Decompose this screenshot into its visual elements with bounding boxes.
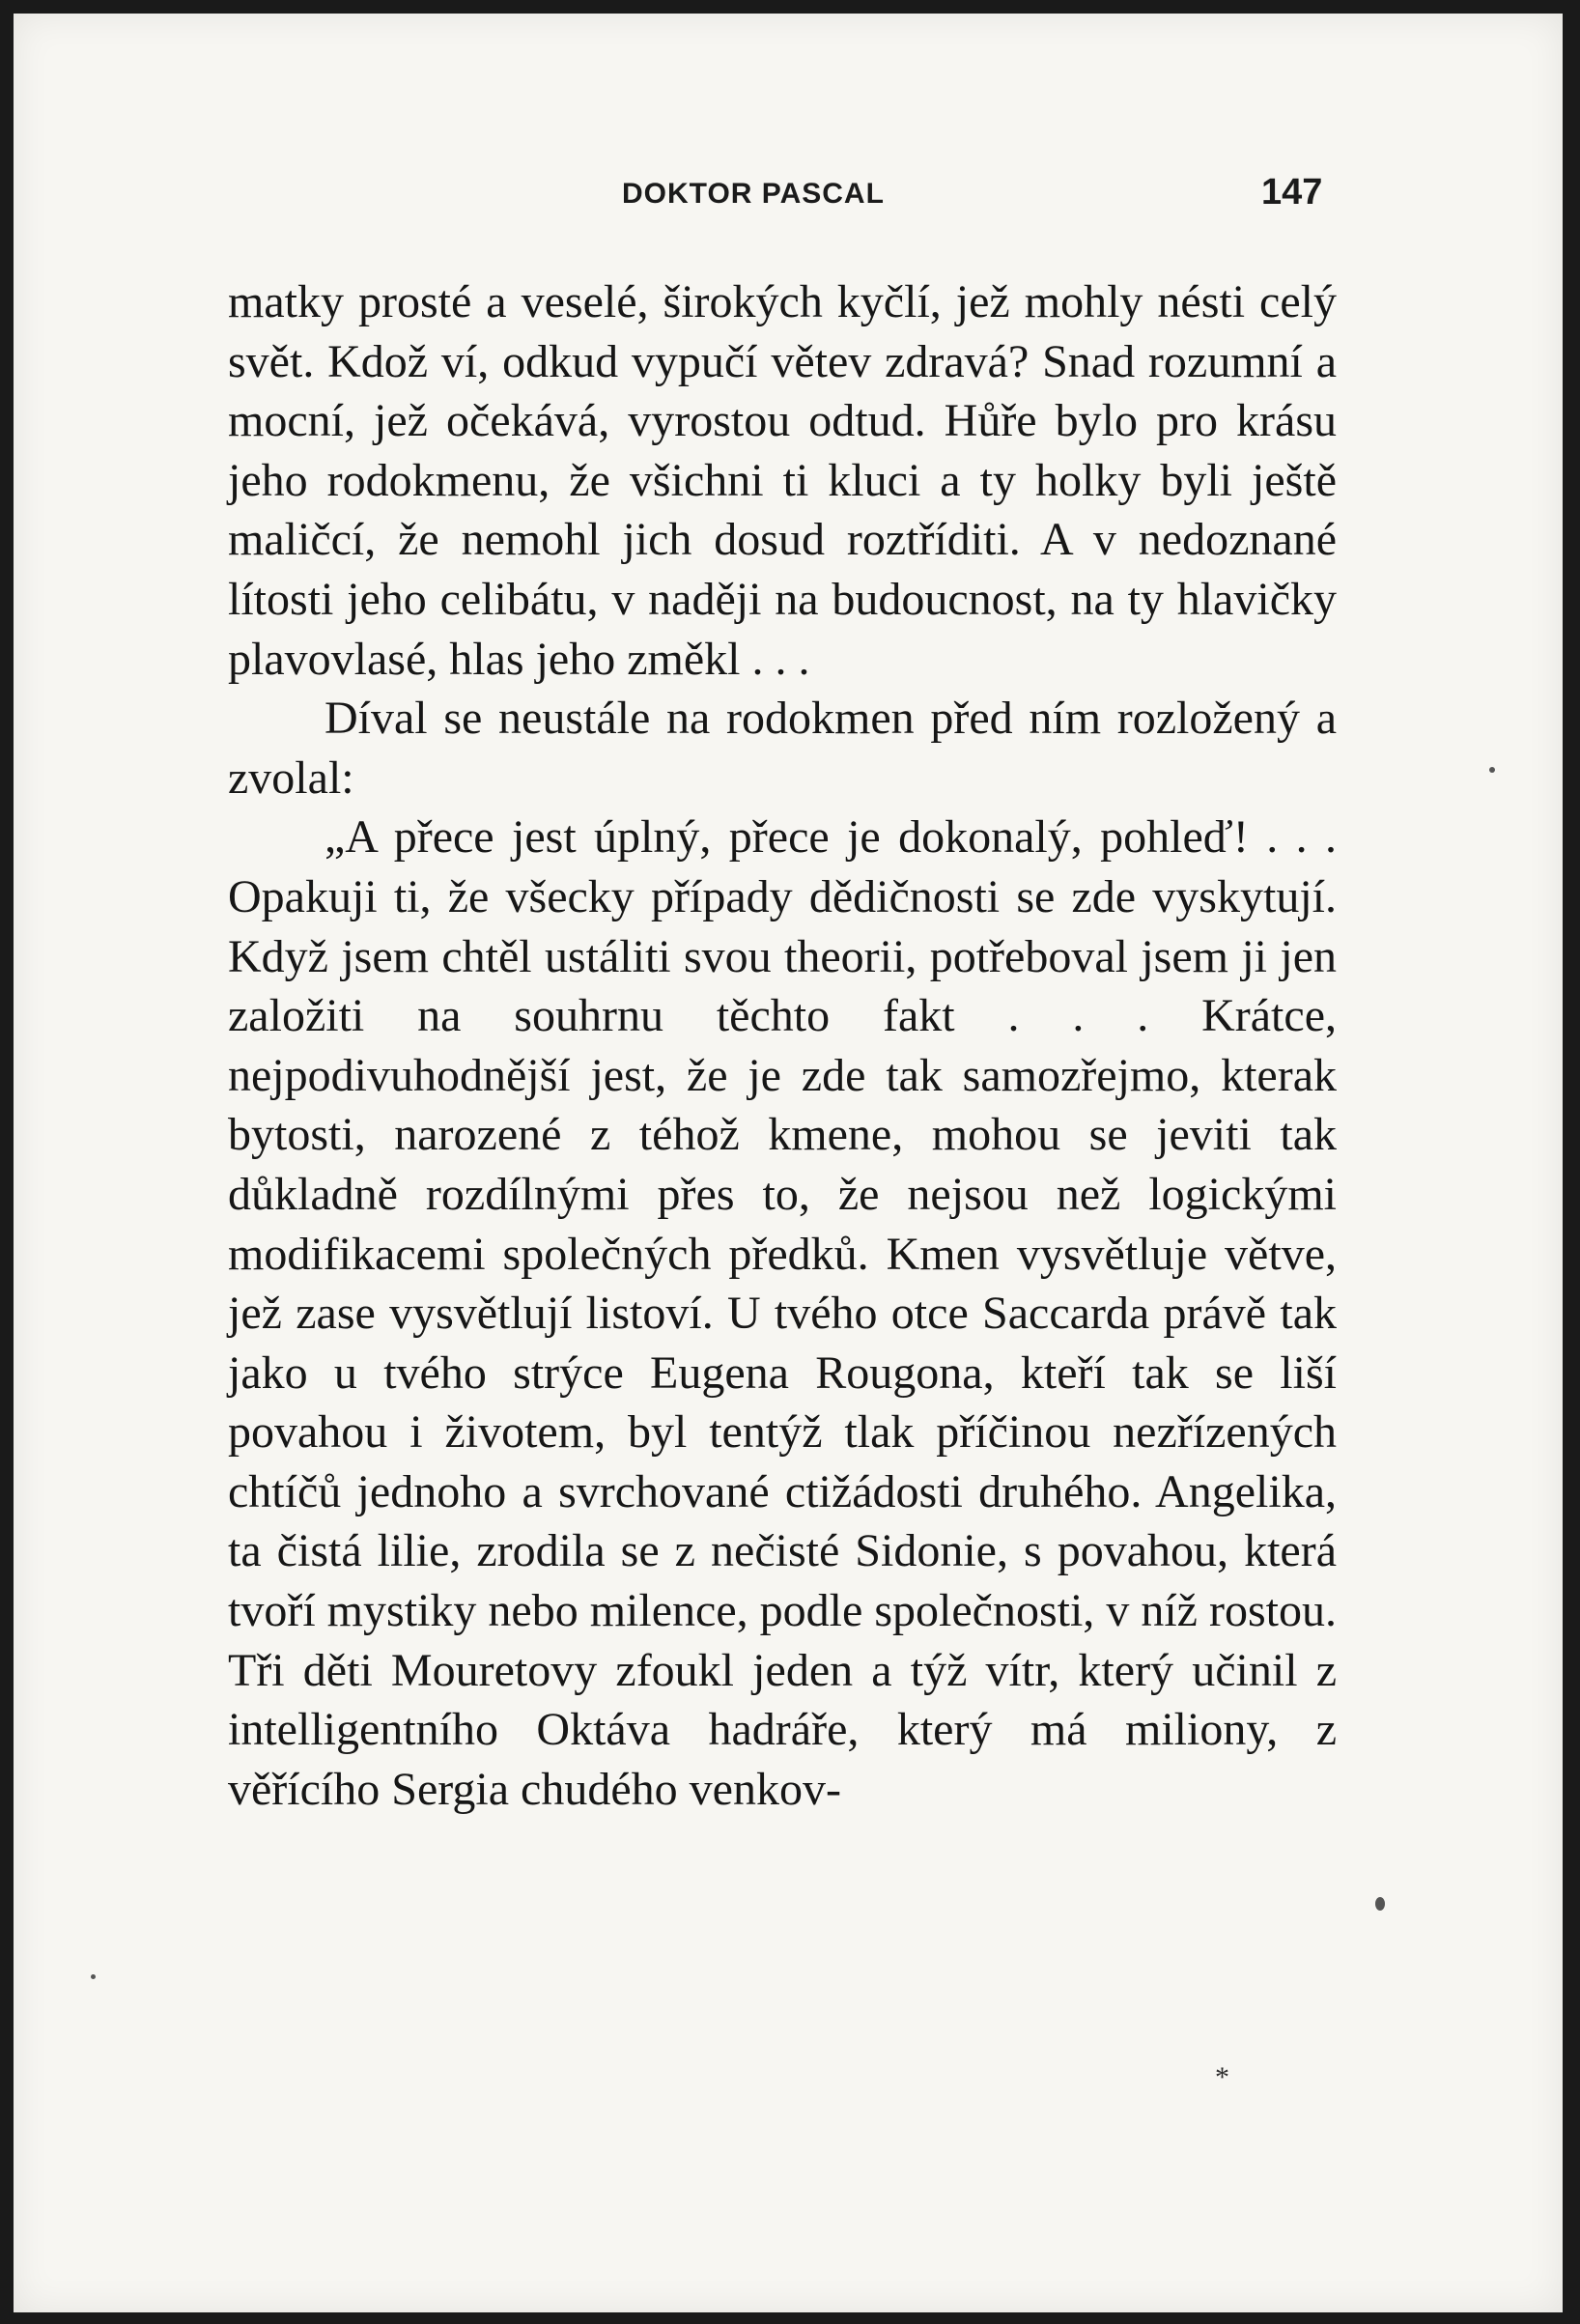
body-text	[228, 272, 1337, 1819]
running-title: DOKTOR PASCAL	[622, 178, 885, 210]
paragraph: matky prosté a veselé, širokých kyčlí, jež mohly nésti celý svět. Kdož ví, odkud vypučí větev zdravá? Snad rozumní a mocní, jež očekává, vyrostou odtud. Hůře bylo pro krásu jeho rodokmenu, že všichni ti kluci a ty holky byli ještě maličcí, že nemohl jich dosud roztříditi. A v nedoznané lítosti jeho celibátu, v naději na budoucnost, na ty hlavičky plavovlasé, hlas jeho změkl . . .	[228, 276, 1337, 685]
page-header	[14, 172, 1563, 216]
paragraph: „A přece jest úplný, přece je dokonalý, pohleď! . . . Opakuji ti, že všecky případy dědičnosti se zde vyskytují. Když jsem chtěl ustáliti svou theorii, potřeboval jsem ji jen založiti na souhrnu těchto fakt . . . Krátce, nejpodivuhodnější jest, že je zde tak samozřejmo, kterak bytosti, narozené z téhož kmene, mohou se jeviti tak důkladně rozdílnými přes to, že nejsou než logickými modifikacemi společných předků. Kmen vysvětluje větve, jež zase vysvětlují listoví. U tvého otce Saccarda právě tak jako u tvého strýce Eugena Rougona, kteří tak se liší povahou i životem, byl tentýž tlak příčinou nezřízených chtíčů jednoho a svrchované ctižádosti druhého. Angelika, ta čistá lilie, zrodila se z nečisté Sidonie, s povahou, která tvoří mystiky nebo milence, podle společnosti, v níž rostou. Tři děti Mouretovy zfoukl jeden a týž vítr, který učinil z intelligentního Oktáva hadráře, který má miliony, z věřícího Sergia chudého venkov-	[228, 811, 1337, 1815]
scan-speck	[1375, 1897, 1385, 1911]
signature-mark: *	[1215, 2061, 1229, 2093]
scan-speck	[1489, 767, 1495, 773]
scan-speck	[91, 1974, 96, 1979]
paragraph: Díval se neustále na rodokmen před ním rozložený a zvolal:	[228, 693, 1337, 804]
page-number: 147	[1261, 172, 1323, 213]
book-page	[14, 14, 1563, 2312]
